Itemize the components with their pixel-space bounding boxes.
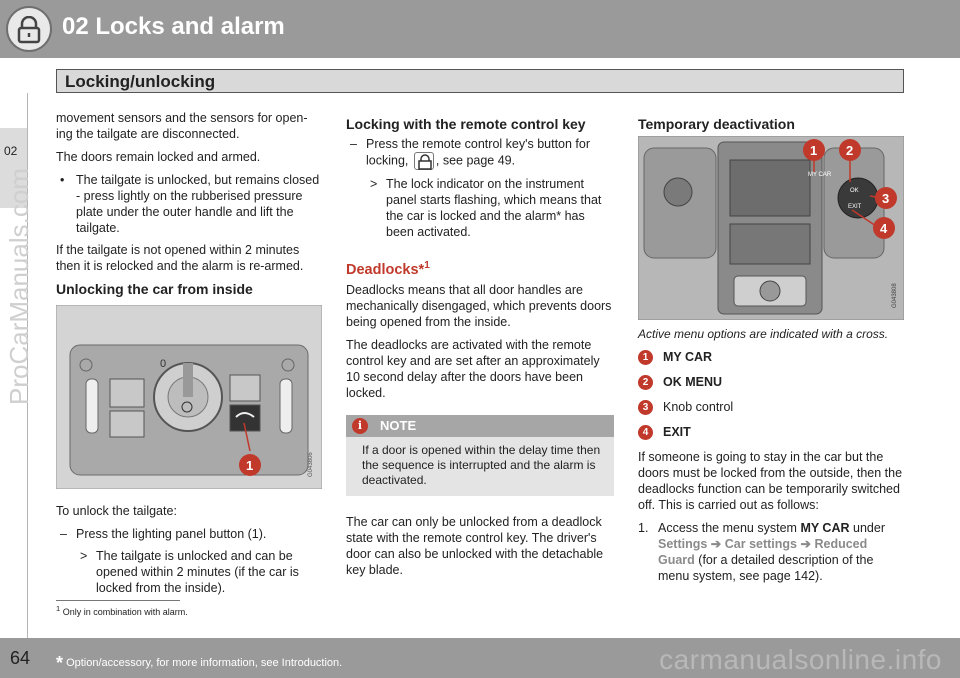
legend-item [638, 399, 906, 415]
footer-note-text: Option/accessory, for more information, see Introduction. [66, 657, 343, 669]
deadlocks-heading-text: Deadlocks* [346, 261, 425, 278]
section-heading: Temporary deactivation [638, 116, 795, 132]
legend-text: Knob control [663, 400, 734, 414]
console-callout-4: 4 [880, 221, 888, 236]
side-watermark: ProCarManuals.com [4, 168, 34, 405]
legend-item [638, 424, 906, 440]
section-heading: Locking with the remote control key [346, 116, 586, 132]
column-left [56, 110, 324, 602]
header-bar [0, 0, 960, 58]
result-item [346, 176, 614, 240]
step-number: 1. [638, 521, 649, 535]
info-icon: i [352, 418, 368, 434]
step-text-a: Press the remote control key's button for [366, 137, 591, 151]
menu-car-settings: Car settings [724, 537, 798, 551]
step-item [56, 526, 324, 542]
footnote-number: 1 [56, 604, 61, 613]
bullet-item [56, 172, 324, 236]
dash-mark: – [350, 137, 357, 151]
step-text [366, 136, 590, 170]
section-title: Locking/unlocking [65, 72, 216, 91]
paragraph: If the tailgate is not opened within 2 minutes then it is relocked and the alarm is re-armed. [56, 243, 304, 273]
note-box [346, 415, 614, 496]
column-middle [346, 110, 614, 585]
numbered-step [638, 520, 906, 584]
footnote [56, 604, 188, 617]
step-text: Press the lighting panel button (1). [76, 527, 267, 541]
lock-icon [6, 6, 52, 52]
step-text [658, 520, 906, 584]
step-item [346, 136, 614, 170]
paragraph: To unlock the tailgate: [56, 504, 177, 518]
paragraph: The deadlocks are activated with the remote control key and are set after an approximately 10 second delay after the doors have been locked. [346, 337, 600, 400]
footer-note [56, 653, 342, 674]
lock-button-icon [414, 152, 434, 170]
legend-text: MY CAR [663, 350, 713, 364]
figure-callout-1: 1 [246, 458, 254, 473]
legend-item [638, 374, 906, 390]
figure-caption: Active menu options are indicated with a cross. [638, 327, 889, 341]
note-header [346, 415, 614, 437]
legend-number: 1 [638, 350, 653, 365]
figure-code: G043806 [308, 452, 314, 477]
lighting-panel-figure [56, 305, 322, 489]
exit-label: EXIT [848, 204, 862, 210]
section-title-bar [56, 69, 904, 93]
step-text-b-pre: locking, [366, 153, 409, 168]
step-post: (for a detailed description of the menu system, see page 142). [658, 553, 874, 583]
paragraph: movement sensors and the sensors for open-ing the tailgate are disconnected. [56, 111, 308, 141]
legend-text: EXIT [663, 425, 691, 439]
legend-item [638, 349, 906, 365]
legend-number: 3 [638, 400, 653, 415]
result-mark: > [370, 177, 378, 191]
step-mid: under [853, 521, 885, 535]
note-body: If a door is opened within the delay time then the sequence is interrupted and the alarm is deactivated. [362, 442, 601, 487]
console-callout-3: 3 [882, 191, 890, 206]
legend-text: OK MENU [663, 375, 723, 389]
result-text: The tailgate is unlocked and can be opened within 2 minutes (if the car is locked from the inside). [96, 549, 299, 595]
ok-label: OK [850, 188, 859, 194]
figure-zero-label: 0 [160, 358, 167, 370]
paragraph: Deadlocks means that all door handles are mechanically disengaged, which prevents doors being opened from the inside. [346, 282, 612, 329]
page-number: 64 [10, 648, 31, 668]
step-pre: Access the menu system [658, 521, 797, 535]
menu-settings: Settings [658, 537, 708, 551]
result-text: The lock indicator on the instrument panel starts flashing, which means that the car is locked and the alarm* has been activated. [386, 177, 602, 239]
step-text-b-post: , see page 49. [435, 153, 516, 168]
column-right [638, 110, 906, 590]
menu-reduced-guard: Reduced Guard [658, 537, 868, 567]
mycar-label: MY CAR [808, 172, 832, 178]
step-bold: MY CAR [800, 521, 850, 535]
paragraph: The doors remain locked and armed. [56, 150, 261, 164]
footnote-text: Only in combination with alarm. [62, 607, 188, 617]
legend-number: 4 [638, 425, 653, 440]
figure-code: G043808 [892, 283, 898, 308]
deadlocks-heading [346, 258, 614, 278]
result-mark: > [80, 549, 88, 563]
dash-mark: – [60, 527, 67, 541]
asterisk-mark: * [56, 653, 64, 673]
paragraph: If someone is going to stay in the car but the doors must be locked from the outside, then the deadlocks function can be temporarily switched off. This is carried out as follows: [638, 450, 903, 512]
footnote-divider [56, 600, 180, 601]
chapter-side-tab-label: 02 [4, 144, 18, 158]
bottom-watermark: carmanualsonline.info [659, 644, 942, 675]
bullet-mark: • [60, 173, 65, 187]
console-callout-1: 1 [810, 143, 818, 158]
note-title: NOTE [380, 417, 417, 433]
menu-arrow-icon: ➔ [710, 537, 722, 551]
legend-number: 2 [638, 375, 653, 390]
center-console-figure [638, 136, 904, 320]
menu-arrow-icon: ➔ [800, 537, 811, 551]
result-item [56, 548, 324, 596]
footnote-ref: 1 [424, 260, 430, 271]
section-heading: Unlocking the car from inside [56, 281, 253, 297]
paragraph: The car can only be unlocked from a deadlock state with the remote control key. The driver's door can also be unlocked with the detachable key blade. [346, 514, 604, 577]
bullet-text: The tailgate is unlocked, but remains closed - press lightly on the rubberised pressure plate under the outer handle and lift the tailgate. [76, 173, 320, 235]
chapter-title: 02 Locks and alarm [62, 13, 285, 40]
console-callout-2: 2 [846, 143, 854, 158]
